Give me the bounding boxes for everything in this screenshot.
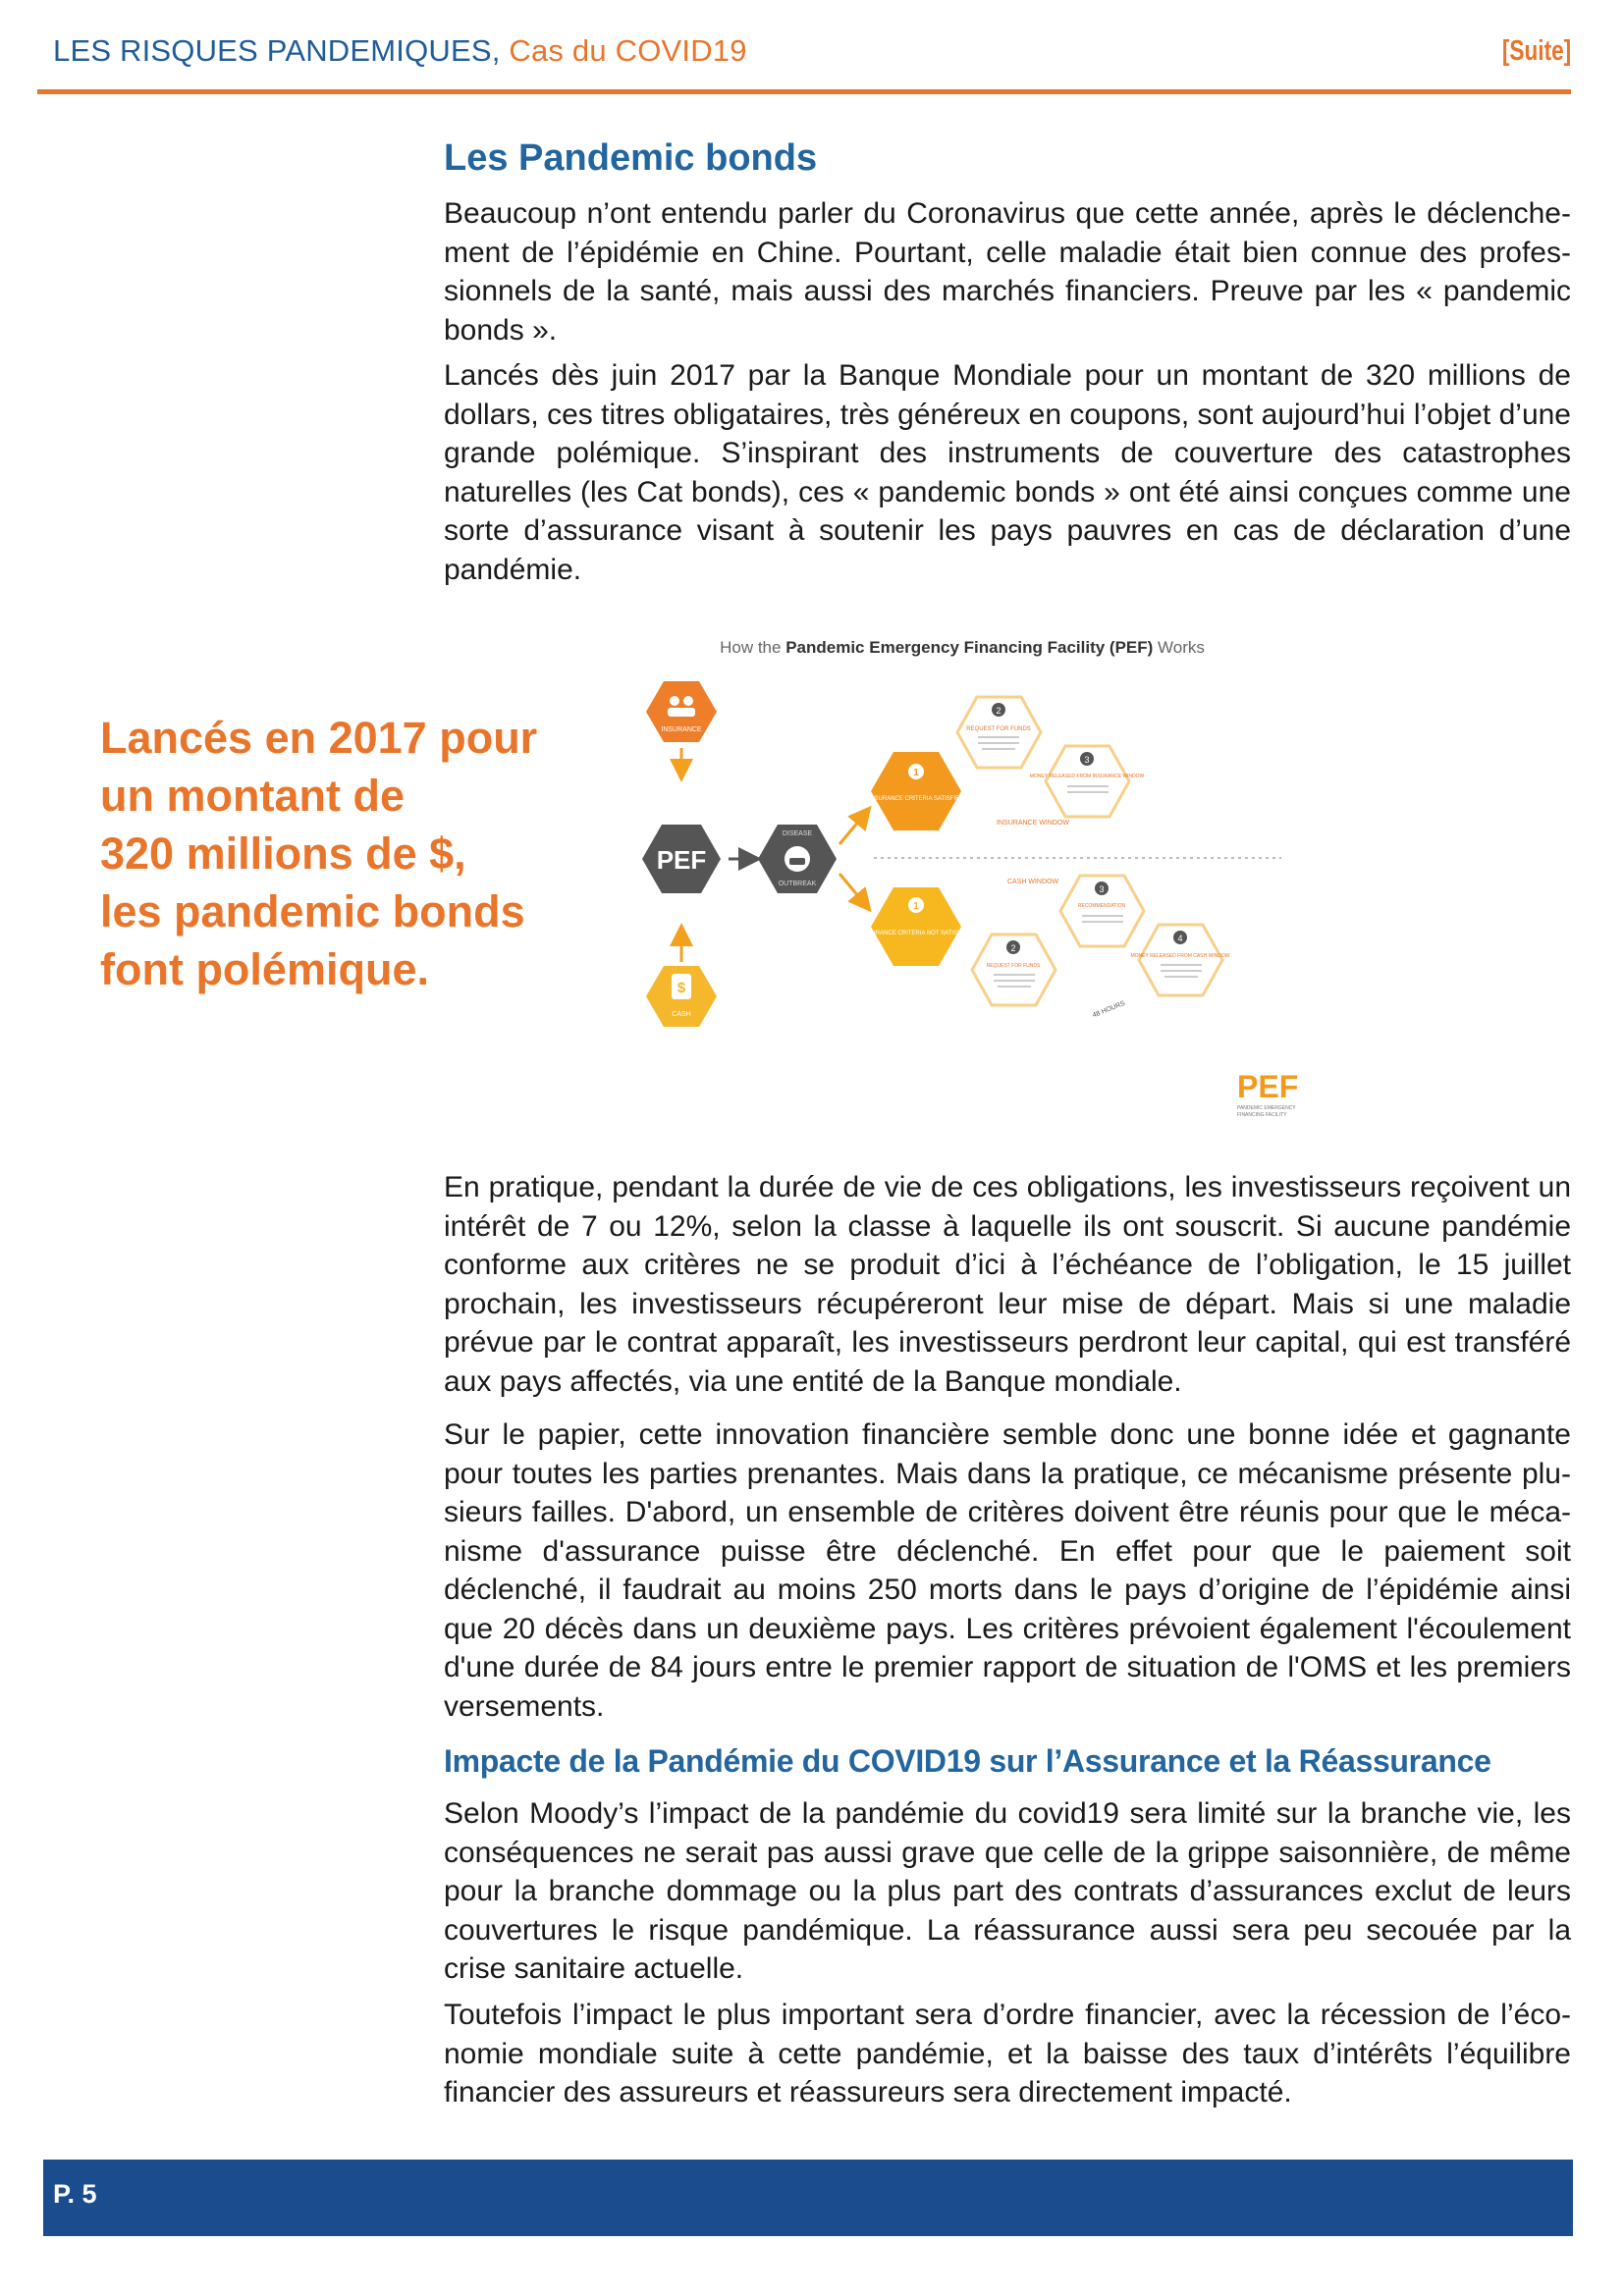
paragraph-financial: Toutefois l’impact le plus important sera d’ordre financier, avec la récession de l’économie mondiale suite à cette pandémie, et la baisse des taux d’intérêts l’équilibre financier des assureurs et réassureurs sera directement impacté. <box>444 1999 1571 2109</box>
insurance-label: INSURANCE <box>661 726 702 733</box>
pef-logo <box>1237 1069 1298 1118</box>
arrow-up <box>839 815 864 844</box>
step-number: 1 <box>913 901 919 912</box>
caption-bold: Pandemic Emergency Financing Facility (PEF) <box>785 638 1154 657</box>
footer-bar <box>43 2160 1573 2236</box>
header-title-sub: Cas du COVID19 <box>509 33 747 68</box>
paragraph-paper: Sur le papier, cette innovation financière semble donc une bonne idée et gagnante pour toutes les parties prenantes. Mais dans la pratique, ce mécanisme présente plusieurs failles. D'abord, un ensemble de critères doivent être réunis pour que le mécanisme d'assurance puisse être déclenché. En effet pour que le paiement soit déclenché, il faudrait au moins 250 morts dans le pays d’origine de l’épidémie ainsi que 20 décès dans un deuxième pays. Les critères prévoient également l'écoulement d'une durée de 84 jours entre le premier rapport de situation de l'OMS et les premiers versements. <box>444 1418 1571 1723</box>
pef-logo-sub: PANDEMIC EMERGENCY <box>1237 1105 1296 1111</box>
pef-logo-sub: FINANCING FACILITY <box>1237 1112 1287 1118</box>
criteria-not-satisfied-node <box>861 887 971 966</box>
pef-node <box>642 825 721 893</box>
cash-window-label: CASH WINDOW <box>1006 879 1059 885</box>
recommendation-label: RECOMMENDATION <box>1077 903 1126 909</box>
pef-logo-text: PEF <box>1237 1069 1299 1104</box>
request-funds-bottom-node <box>972 934 1056 1005</box>
recommendation-node <box>1060 876 1144 946</box>
paragraph-practice: En pratique, pendant la durée de vie de ces obligations, les investisseurs reçoivent un intérêt de 7 ou 12%, selon la classe à laquelle ils ont souscrit. Si aucune pandémie conforme aux critères ne se produit d’ici à l’échéance de l’obligation, le 15 juillet prochain, les investisseurs récupéreront leur mise de départ. Mais si une maladie prévue par le contrat apparaît, les investisseurs perdront leur capital, qui est transféré aux pays affectés, via une entité de la Banque mondiale. <box>444 1171 1571 1398</box>
page-number: P. 5 <box>53 2179 97 2209</box>
pull-quote-line: 320 millions de $, <box>100 828 466 879</box>
criteria-not-satisfied-label: INSURANCE CRITERIA NOT SATISFIED <box>861 931 971 936</box>
figure-caption <box>579 638 1345 658</box>
arrow-down <box>839 874 864 903</box>
dollar-icon: $ <box>677 980 686 996</box>
outbreak-label: OUTBREAK <box>778 881 817 887</box>
insurance-node <box>646 681 717 742</box>
pull-quote-line: font polémique. <box>100 944 429 994</box>
step-number: 1 <box>913 768 919 778</box>
caption-post: Works <box>1158 638 1205 657</box>
pull-quote-line: les pandemic bonds <box>100 886 525 936</box>
hours-label: 48 HOURS <box>1091 999 1126 1020</box>
request-funds-label: REQUEST FOR FUNDS <box>966 726 1031 732</box>
header-suite-label: [Suite] <box>1501 35 1571 67</box>
header-title-main: LES RISQUES PANDEMIQUES, <box>53 33 501 68</box>
section-heading-pandemic-bonds: Les Pandemic bonds <box>444 137 818 179</box>
pef-label: PEF <box>656 845 707 875</box>
insurance-window-label: INSURANCE WINDOW <box>997 820 1069 827</box>
money-released-cash-node <box>1130 925 1229 995</box>
cash-label: CASH <box>672 1011 691 1018</box>
step-number: 3 <box>1084 755 1090 765</box>
criteria-satisfied-label: INSURANCE CRITERIA SATISFIED <box>868 796 964 802</box>
step-number: 2 <box>1010 943 1016 953</box>
pull-quote-line: Lancés en 2017 pour <box>100 713 538 763</box>
released-cash-label: MONEY RELEASED FROM CASH WINDOW <box>1130 953 1230 959</box>
header-rule <box>37 89 1571 94</box>
caption-pre: How the <box>720 638 782 657</box>
pull-quote-line: un montant de <box>100 771 405 821</box>
money-released-insurance-node <box>1030 746 1145 817</box>
criteria-satisfied-node <box>869 752 965 830</box>
step-number: 4 <box>1177 934 1183 943</box>
pull-quote <box>100 709 562 998</box>
pef-diagram <box>628 677 1335 1129</box>
request-funds-label: REQUEST FOR FUNDS <box>986 963 1041 969</box>
running-header-title <box>53 33 747 69</box>
paragraph-launch: Lancés dès juin 2017 par la Banque Mondiale pour un montant de 320 millions de dollars, ces titres obligataires, très généreux en coupons, sont aujourd’hui l’objet d’une grande polémique. S’inspirant des instruments de couverture des catastrophes naturelles (les Cat bonds), ces « pandemic bonds » ont été ainsi conçues comme une sorte d’assurance visant à soutenir les pays pauvres en cas de déclaration d’une pandémie. <box>444 359 1571 586</box>
section-heading-impact: Impacte de la Pandémie du COVID19 sur l’Assurance et la Réassurance <box>444 1743 1491 1779</box>
paragraph-intro: Beaucoup n’ont entendu parler du Coronavirus que cette année, après le déclenchement de l’épidémie en Chine. Pourtant, celle maladie était bien connue des professionnels de la santé, mais aussi des marchés financiers. Preuve par les « pandemic bonds ». <box>444 197 1571 347</box>
cash-node <box>646 966 717 1027</box>
step-number: 2 <box>996 706 1001 716</box>
request-funds-top-node <box>957 697 1041 768</box>
disease-label: DISEASE <box>782 830 813 837</box>
paragraph-moodys: Selon Moody’s l’impact de la pandémie du covid19 sera limité sur la branche vie, les conséquences ne serait pas aussi grave que celle de la grippe saisonnière, de même pour la branche dommage ou la plus part des contrats d’assurances exclut de leurs couvertures le risque pandémique. La réassurance aussi sera peu secouée par la crise sanitaire actuelle. <box>444 1797 1571 1985</box>
step-number: 3 <box>1099 884 1105 894</box>
disease-outbreak-node <box>758 825 837 893</box>
money-released-label: MONEY RELEASED FROM INSURANCE WINDOW <box>1029 774 1145 779</box>
